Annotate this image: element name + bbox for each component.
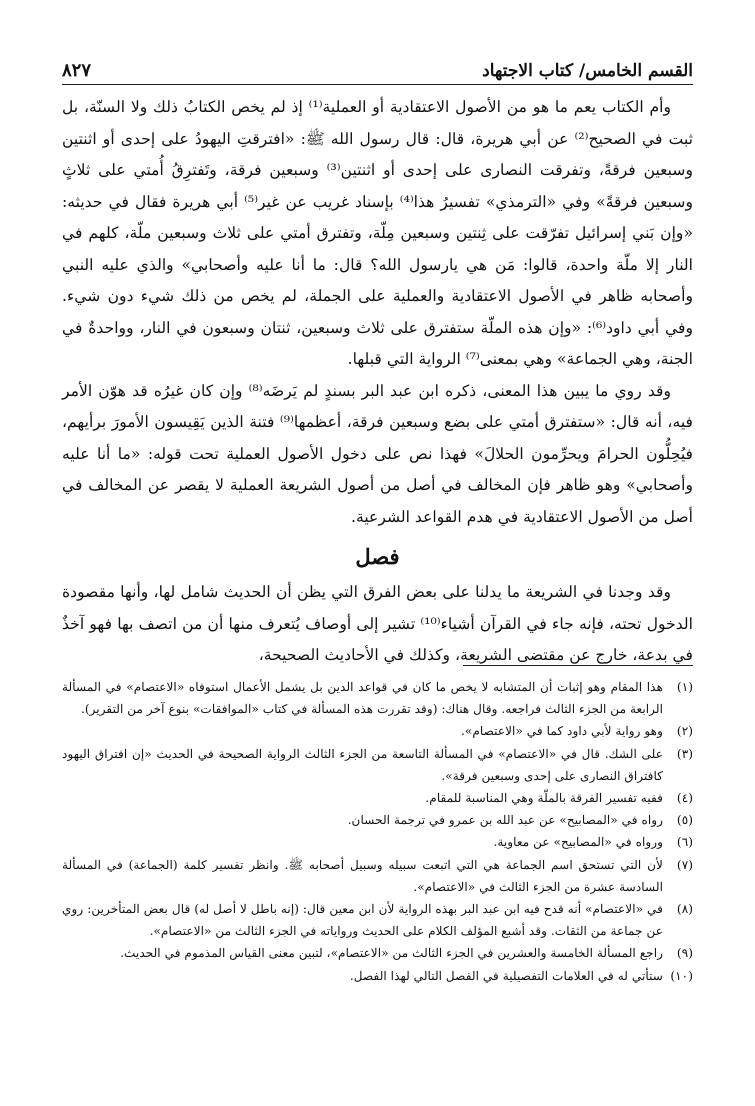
body-paragraph: وقد وجدنا في الشريعة ما يدلنا على بعض الفرق التي يظن أن الحديث شامل لها، وأنها مقصودة الدخول تحته، فإنه جاء في القرآن أشياء⁽¹⁰⁾ تشير إلى أوصاف يُتعرف منها أن من اتصف بها فهو آخذٌ في بدعة، خارج عن مقتضى الشريعة، وكذلك في الأحاديث الصحيحة، bbox=[62, 583, 693, 664]
running-title: القسم الخامس/ كتاب الاجتهاد bbox=[482, 61, 693, 81]
footnotes bbox=[62, 676, 693, 987]
footnote-text: راجع المسألة الخامسة والعشرين في الجزء الثالث من «الاعتصام»، لتبين معنى القياس المذموم في الحديث. bbox=[120, 946, 663, 961]
footnote-number: (٤) bbox=[676, 791, 693, 806]
footnote bbox=[62, 965, 693, 987]
footnote-divider bbox=[463, 665, 693, 666]
footnote-text: رواه في «المصابيح» عن عبد الله بن عمرو في ترجمة الحسان. bbox=[347, 813, 663, 828]
body-paragraph: وأم الكتاب يعم ما هو من الأصول الاعتقادية أو العملية⁽¹⁾ إذ لم يخص الكتابُ ذلك ولا السنّة، بل ثبت في الصحيح⁽²⁾ عن أبي هريرة، قال: قال رسول الله ﷺ: «افترقتِ اليهودُ على إحدى أو اثنتين وسبعين فرقةً، وتفرقت النصارى على إحدى أو اثنتين⁽³⁾ وسبعين فرقة، وتَفترِقُ أُمتي على ثلاثٍ وسبعين فرقةً» وفي «الترمذي» تفسيرُ هذا⁽⁴⁾ بإسناد غريب عن غير⁽⁵⁾ أبي هريرة فقال في حديثه: «وإن بَني إسرائيل تفرّقت على ثِنتين وسبعين مِلّة، وتفترق أمتي على ثلاث وسبعين ملّة، كلهم في النار إلا ملّة واحدة، قالوا: مَن هي يارسول الله؟ قال: ما أنا عليه وأصحابي» والذي عليه النبي وأصحابه ظاهر في الأصول الاعتقادية والعملية على الجملة، لم يخص من ذلك شيء دون شيء. وفي أبي داود⁽⁶⁾: «وإن هذه الملّة ستفترق على ثلاث وسبعين، ثنتان وسبعون في النار، وواحدةٌ في الجنة، وهي الجماعة» وهي بمعنى⁽⁷⁾ الرواية التي قبلها. bbox=[62, 98, 694, 368]
footnote bbox=[62, 854, 693, 898]
footnote-text: ففيه تفسير الفرقة بالملّة وهي المناسبة للمقام. bbox=[425, 791, 663, 806]
footnote bbox=[62, 787, 693, 809]
page-header bbox=[62, 50, 693, 85]
footnote-number: (٨) bbox=[676, 902, 693, 917]
main-text bbox=[62, 92, 693, 672]
page-number: ٨٢٧ bbox=[62, 60, 92, 81]
footnote-text: وهو رواية لأبي داود كما في «الاعتصام». bbox=[460, 724, 663, 739]
footnote bbox=[62, 898, 693, 942]
footnote-text: ستأتي له في العلامات التفصيلية في الفصل التالي لهذا الفصل. bbox=[349, 968, 663, 983]
footnote-text: في «الاعتصام» أنه قدح فيه ابن عبد البر بهذه الرواية لأن ابن معين قال: (إنه باطل لا أصل له) قال بعض المتأخرين: روي عن جماعة من الثقات. وقد أشبع المؤلف الكلام على الحديث ورواياته في الجزء الثالث من «الاعتصام». bbox=[62, 902, 663, 939]
footnote bbox=[62, 942, 693, 964]
footnote-text: ورواه في «المصابيح» عن معاوية. bbox=[493, 835, 663, 850]
footnote-text: لأن التي تستحق اسم الجماعة هي التي اتبعت سبيله وسبيل أصحابه ﷺ. وانظر تفسير كلمة (الجماعة) في المسألة السادسة عشرة من الجزء الثالث في «الاعتصام». bbox=[62, 857, 663, 894]
footnote-number: (٦) bbox=[676, 835, 693, 850]
footnote-number: (٧) bbox=[676, 857, 693, 872]
footnote-number: (٥) bbox=[676, 813, 693, 828]
footnote-number: (٩) bbox=[676, 946, 693, 961]
footnote-number: (٢) bbox=[676, 724, 693, 739]
footnote bbox=[62, 743, 693, 787]
footnote-number: (١٠) bbox=[670, 968, 693, 983]
footnote-number: (١) bbox=[676, 680, 693, 694]
footnote bbox=[62, 831, 693, 853]
footnote-number: (٣) bbox=[676, 746, 693, 761]
footnote-text: هذا المقام وهو إثبات أن المتشابه لا يخص ما كان في قواعد الدين بل يشمل الأعمال استوفاه «الاعتصام» في المسألة الرابعة من الجزء الثالث فراجعه. وقال هناك: (وقد تقررت هذه المسألة في كتاب «الموافقات» بنوع آخر من التقرير). bbox=[62, 680, 663, 717]
footnote bbox=[62, 720, 693, 742]
footnote bbox=[62, 809, 693, 831]
footnote bbox=[62, 676, 693, 720]
section-heading: فصل bbox=[355, 544, 400, 569]
footnote-text: على الشك. قال في «الاعتصام» في المسألة التاسعة من الجزء الثالث الرواية الصحيحة في الحديث «إن افتراق اليهود كافتراق النصارى على إحدى وسبعين فرقة». bbox=[62, 746, 663, 783]
body-paragraph: وقد روي ما يبين هذا المعنى، ذكره ابن عبد البر بسندٍ لم يَرضَه⁽⁸⁾ وإن كان غيرُه قد هوّن الأمر فيه، أنه قال: «ستفترق أمتي على بضع وسبعين فرقة، أعظمها⁽⁹⁾ فتنة الذين يَقِيسون الأمورَ برأيهم، فيُحِلُّون الحرامَ ويحرِّمون الحلالَ» فهذا نص على دخول الأصول العملية تحت قوله: «ما أنا عليه وأصحابي» وهو ظاهر فإن المخالف في أصل من أصول الشريعة العملية لا يقصر عن المخالف في أصل من الأصول الاعتقادية في هدم القواعد الشرعية. bbox=[62, 381, 693, 526]
